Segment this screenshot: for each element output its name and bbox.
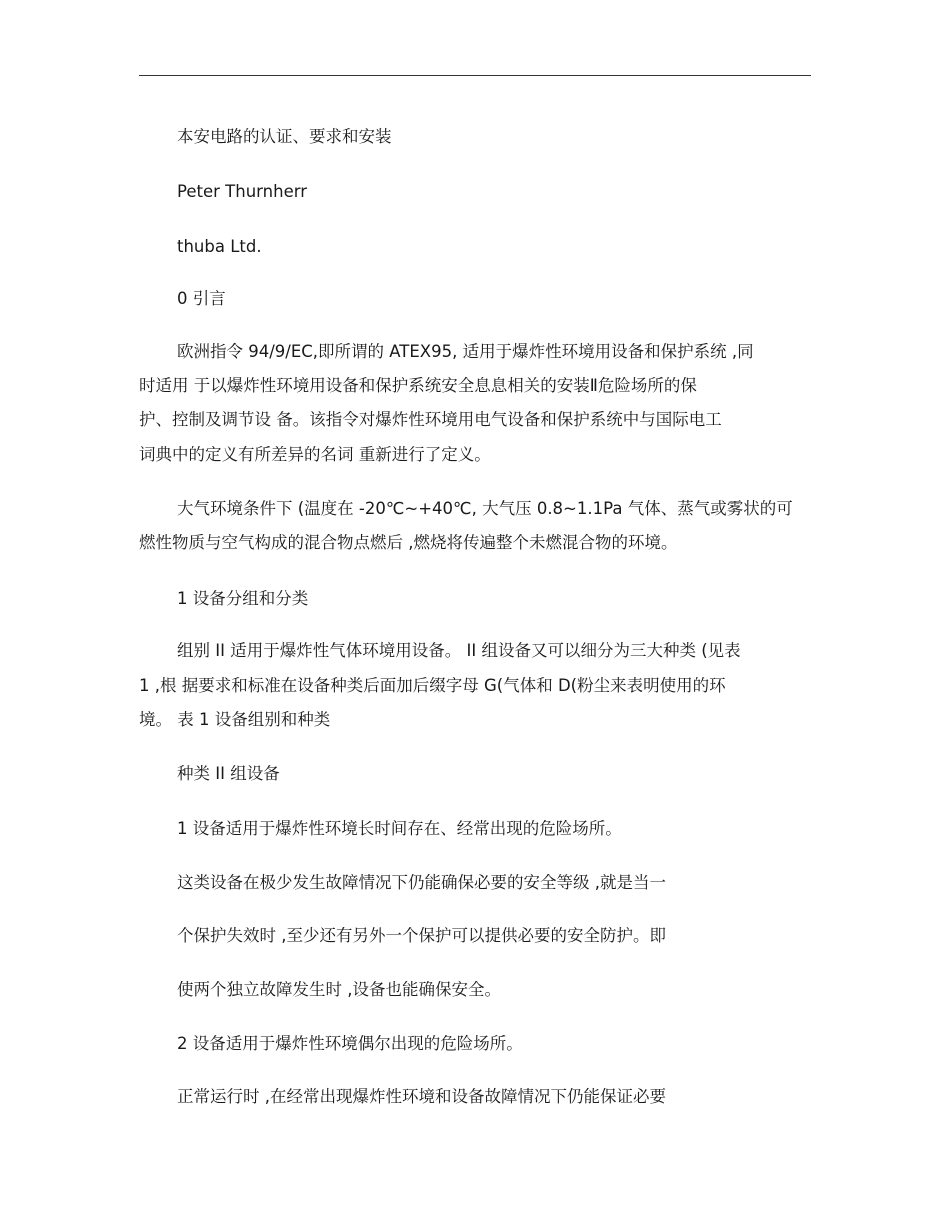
paragraph-line: 护、控制及调节设 备。该指令对爆炸性环境用电气设备和保护系统中与国际电工 <box>139 410 722 429</box>
paragraph-line: 欧洲指令 94/9/EC,即所谓的 ATEX95, 适用于爆炸性环境用设备和保护系统 ,同 <box>177 342 754 361</box>
paragraph-line: 词典中的定义有所差异的名词 重新进行了定义。 <box>139 445 491 464</box>
header-rule <box>139 75 811 76</box>
category-line: 使两个独立故障发生时 ,设备也能确保安全。 <box>177 980 501 999</box>
section-heading-introduction: 0 引言 <box>177 289 226 308</box>
category-line: 正常运行时 ,在经常出现爆炸性环境和设备故障情况下仍能保证必要 <box>177 1087 666 1106</box>
category-line: 个保护失效时 ,至少还有另外一个保护可以提供必要的安全防护。即 <box>177 926 666 945</box>
category-line: 这类设备在极少发生故障情况下仍能确保必要的安全等级 ,就是当一 <box>177 873 666 892</box>
paragraph-line: 燃性物质与空气构成的混合物点燃后 ,燃烧将传遍整个未燃混合物的环境。 <box>139 533 678 552</box>
category-line: 1 设备适用于爆炸性环境长时间存在、经常出现的危险场所。 <box>177 819 622 838</box>
paragraph-line: 境。 表 1 设备组别和种类 <box>139 710 331 729</box>
table-heading: 种类 II 组设备 <box>177 764 280 783</box>
category-line: 2 设备适用于爆炸性环境偶尔出现的危险场所。 <box>177 1034 523 1053</box>
document-title: 本安电路的认证、要求和安装 <box>177 127 392 146</box>
paragraph-line: 组别 II 适用于爆炸性气体环境用设备。 II 组设备又可以细分为三大种类 (见表 <box>177 641 741 660</box>
author-affiliation: thuba Ltd. <box>177 237 262 256</box>
paragraph-line: 时适用 于以爆炸性环境用设备和保护系统安全息息相关的安装Ⅱ危险场所的保 <box>139 376 697 395</box>
paragraph-line: 1 ,根 据要求和标准在设备种类后面加后缀字母 G(气体和 D(粉尘来表明使用的环 <box>139 676 726 695</box>
paragraph-line: 大气环境条件下 (温度在 -20℃~+40℃, 大气压 0.8~1.1Pa 气体、蒸气或雾状的可 <box>177 499 793 518</box>
section-heading-equipment-groups: 1 设备分组和分类 <box>177 589 309 608</box>
author-name: Peter Thurnherr <box>177 182 307 201</box>
